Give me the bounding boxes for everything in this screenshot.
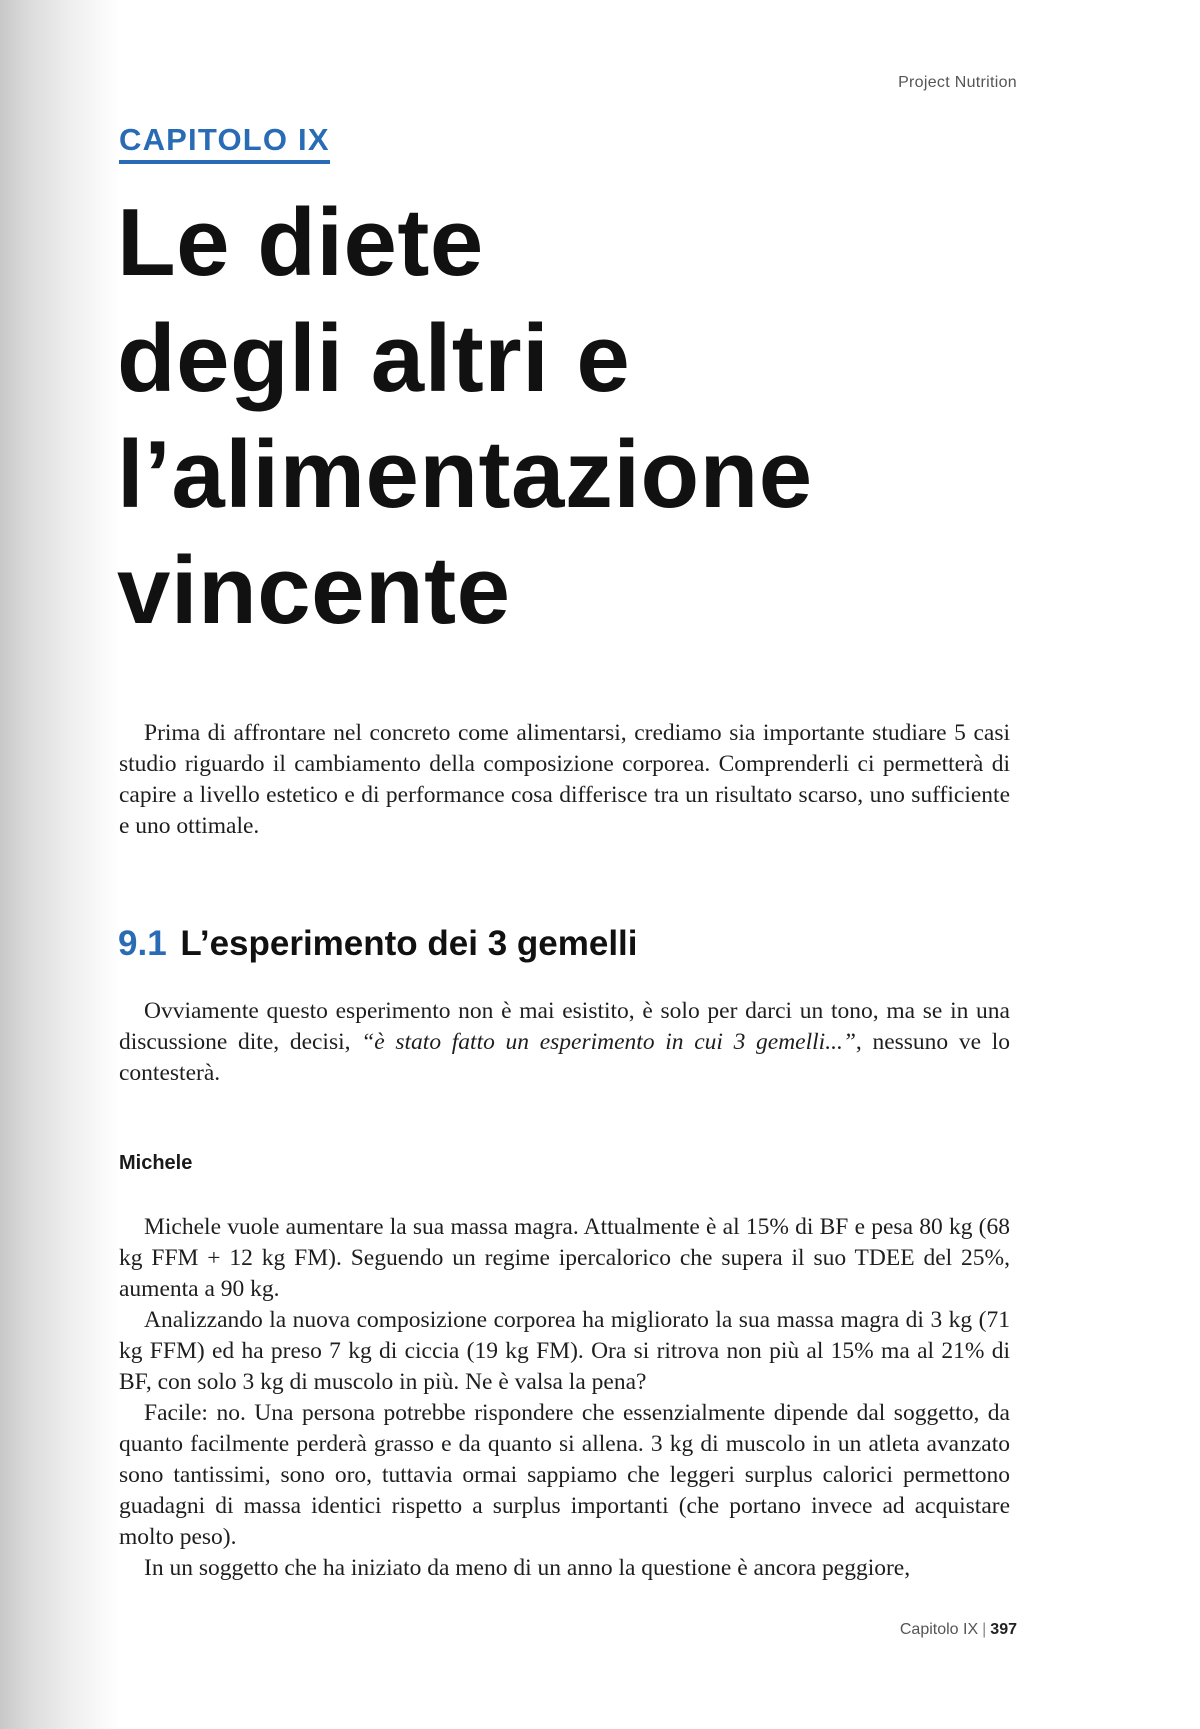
body-paragraph: In un soggetto che ha iniziato da meno di un anno la questione è ancora peggiore, [144, 1555, 911, 1581]
chapter-title [117, 185, 1057, 649]
footer-separator: | [982, 1621, 987, 1638]
section-heading [118, 924, 638, 964]
section-intro-quote: “è stato fatto un esperimento in cui 3 gemelli...” [361, 1029, 856, 1055]
section-intro-text: Ovviamente questo esperimento non è mai esistito, è solo per darci un tono, ma se in una discussione dite, decisi, [119, 998, 1010, 1055]
page-footer [900, 1621, 1017, 1639]
subsection-body [119, 1212, 1010, 1584]
chapter-title-line: Le diete [117, 189, 484, 296]
subsection-heading: Michele [119, 1152, 193, 1174]
section-intro-text-end: , nessuno ve lo contesterà. [119, 1029, 1010, 1086]
section-title: L’esperimento dei 3 gemelli [180, 924, 638, 963]
body-paragraph: Analizzando la nuova composizione corporea ha migliorato la sua massa magra di 3 kg (71 kg FFM) ed ha preso 7 kg di ciccia (19 kg FM). Ora si ritrova non più al 15% ma al 21% di BF, con solo 3 kg di muscolo in più. Ne è valsa la pena? [119, 1307, 1010, 1395]
section-intro-paragraph [119, 996, 1010, 1089]
running-header: Project Nutrition [898, 74, 1017, 91]
chapter-title-line: degli altri e [117, 305, 631, 412]
page-number: 397 [990, 1621, 1017, 1638]
page-gutter-shadow [0, 0, 120, 1729]
chapter-title-line: vincente [117, 537, 511, 644]
intro-paragraph: Prima di affrontare nel concreto come alimentarsi, crediamo sia importante studiare 5 casi studio riguardo il cambiamento della composizione corporea. Comprenderli ci permetterà di capire a livello estetico e di performance cosa differisce tra un risultato scarso, uno sufficiente e uno ottimale. [119, 720, 1010, 839]
section-number: 9.1 [118, 924, 167, 963]
footer-chapter: Capitolo IX [899, 1621, 979, 1638]
chapter-label: CAPITOLO IX [119, 123, 330, 164]
chapter-title-line: l’alimentazione [117, 421, 813, 528]
body-paragraph: Facile: no. Una persona potrebbe rispondere che essenzialmente dipende dal soggetto, da quanto facilmente perderà grasso e da quanto si allena. 3 kg di muscolo in un atleta avanzato sono tantissimi, sono oro, tuttavia ormai sappiamo che leggeri surplus calorici permettono guadagni di massa identici rispetto a surplus importanti (che portano invece ad acquistare molto peso). [119, 1400, 1010, 1550]
body-paragraph: Michele vuole aumentare la sua massa magra. Attualmente è al 15% di BF e pesa 80 kg (68 kg FFM + 12 kg FM). Seguendo un regime ipercalorico che supera il suo TDEE del 25%, aumenta a 90 kg. [119, 1214, 1010, 1302]
